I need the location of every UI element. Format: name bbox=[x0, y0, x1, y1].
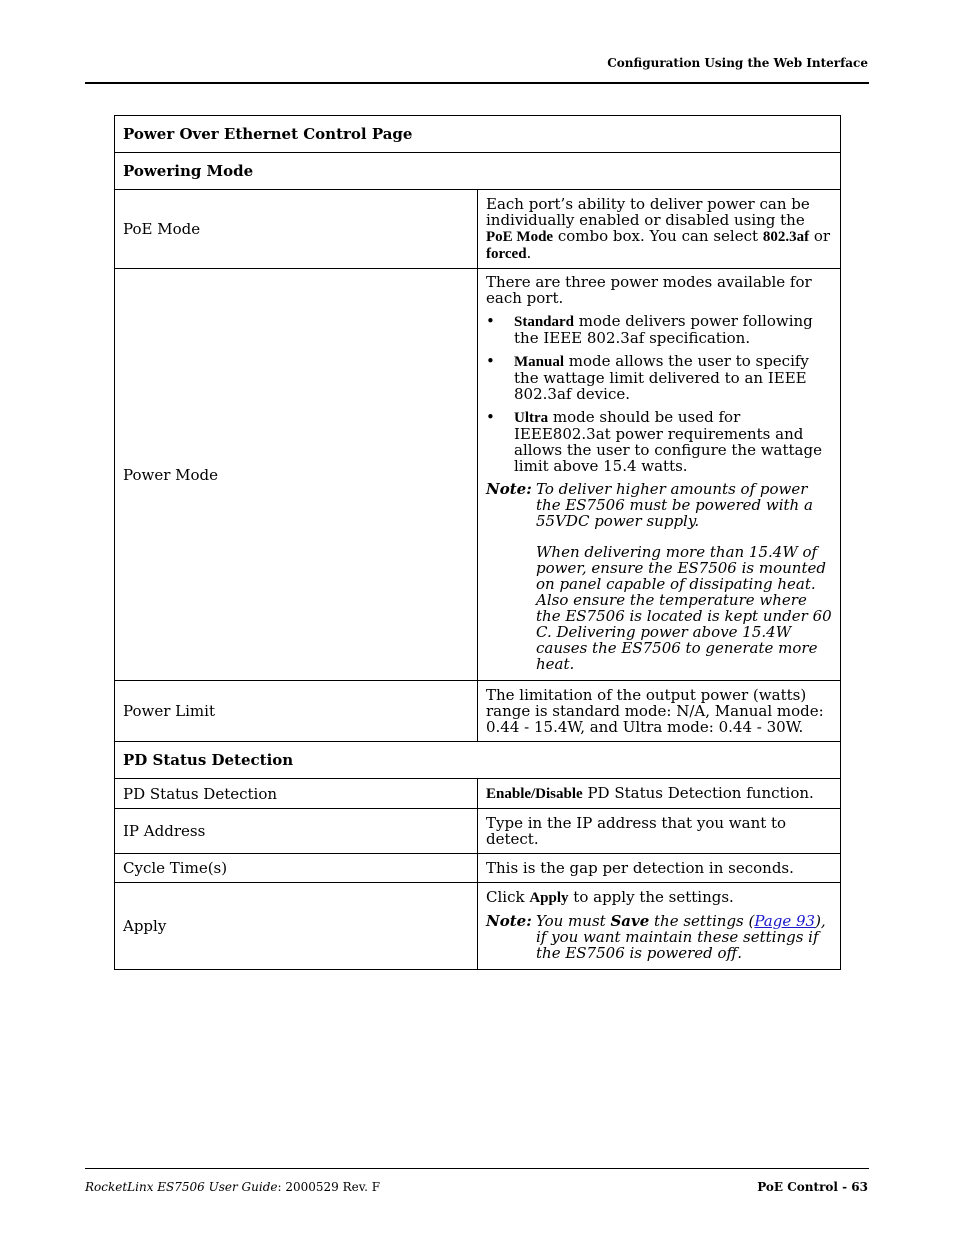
list-item: • Manual mode allows the user to specify the wattage limit delivered to an IEEE 802.3af device. bbox=[486, 352, 809, 403]
bullet-icon: • bbox=[486, 408, 495, 426]
table-row bbox=[115, 854, 841, 883]
footer-rule bbox=[85, 1168, 869, 1169]
list-item: • Standard mode delivers power following the IEEE 802.3af specification. bbox=[486, 312, 813, 347]
running-header: Configuration Using the Web Interface bbox=[607, 56, 868, 70]
row-label-power-limit: Power Limit bbox=[115, 681, 478, 742]
table-row bbox=[115, 681, 841, 742]
table-row bbox=[115, 809, 841, 854]
row-label-apply: Apply bbox=[115, 883, 478, 970]
row-label-pd-status: PD Status Detection bbox=[115, 779, 478, 809]
note-apply: Note: You must Save the settings (Page 93), if you want maintain these settings if the ES7506 is powered off. bbox=[486, 912, 826, 962]
row-desc-power-mode bbox=[478, 269, 841, 681]
row-desc-cycle-time: This is the gap per detection in seconds. bbox=[478, 854, 841, 883]
footer-doc-info: RocketLinx ES7506 User Guide: 2000529 Rev. F bbox=[85, 1180, 381, 1194]
section-powering-mode: Powering Mode bbox=[115, 153, 841, 190]
note-power-mode: Note: To deliver higher amounts of power the ES7506 must be powered with a 55VDC power supply. When delivering more than 15.4W of power, ensure the ES7506 is mounted on panel capable of dissipating heat. Also ensure the temperature where the ES7506 is located is kept under 60 C. Delivering power above 15.4W causes the ES7506 to generate more heat. bbox=[486, 480, 832, 673]
table-row bbox=[115, 779, 841, 809]
footer-page-number: PoE Control - 63 bbox=[757, 1180, 868, 1194]
row-label-cycle-time: Cycle Time(s) bbox=[115, 854, 478, 883]
bullet-icon: • bbox=[486, 352, 495, 370]
power-mode-intro: There are three power modes available for each port. bbox=[486, 273, 812, 307]
row-label-power-mode: Power Mode bbox=[115, 269, 478, 681]
table-row bbox=[115, 883, 841, 970]
bullet-icon: • bbox=[486, 312, 495, 330]
row-label-ip-address: IP Address bbox=[115, 809, 478, 854]
row-desc-apply: Click Apply to apply the settings. Note: You must Save the settings (Page 93), if you want maintain these settings if the ES7506 is powered off. bbox=[478, 883, 841, 970]
row-desc-power-limit: The limitation of the output power (watts) range is standard mode: N/A, Manual mode: 0.44 - 15.4W, and Ultra mode: 0.44 - 30W. bbox=[478, 681, 841, 742]
page-93-link[interactable]: Page 93 bbox=[754, 912, 816, 930]
table-row bbox=[115, 190, 841, 269]
header-rule bbox=[85, 82, 869, 84]
table-title: Power Over Ethernet Control Page bbox=[115, 116, 841, 153]
list-item: • Ultra mode should be used for IEEE802.3at power requirements and allows the user to configure the wattage limit above 15.4 watts. bbox=[486, 408, 822, 475]
section-pd-status-detection: PD Status Detection bbox=[115, 742, 841, 779]
table-row bbox=[115, 269, 841, 681]
row-desc-pd-status: Enable/Disable PD Status Detection function. bbox=[478, 779, 841, 809]
row-desc-ip-address: Type in the IP address that you want to detect. bbox=[478, 809, 841, 854]
row-desc-poe-mode: Each port’s ability to deliver power can be individually enabled or disabled using the PoE Mode combo box. You can select 802.3af or forced. bbox=[478, 190, 841, 269]
row-label-poe-mode: PoE Mode bbox=[115, 190, 478, 269]
poe-control-table bbox=[114, 115, 841, 970]
